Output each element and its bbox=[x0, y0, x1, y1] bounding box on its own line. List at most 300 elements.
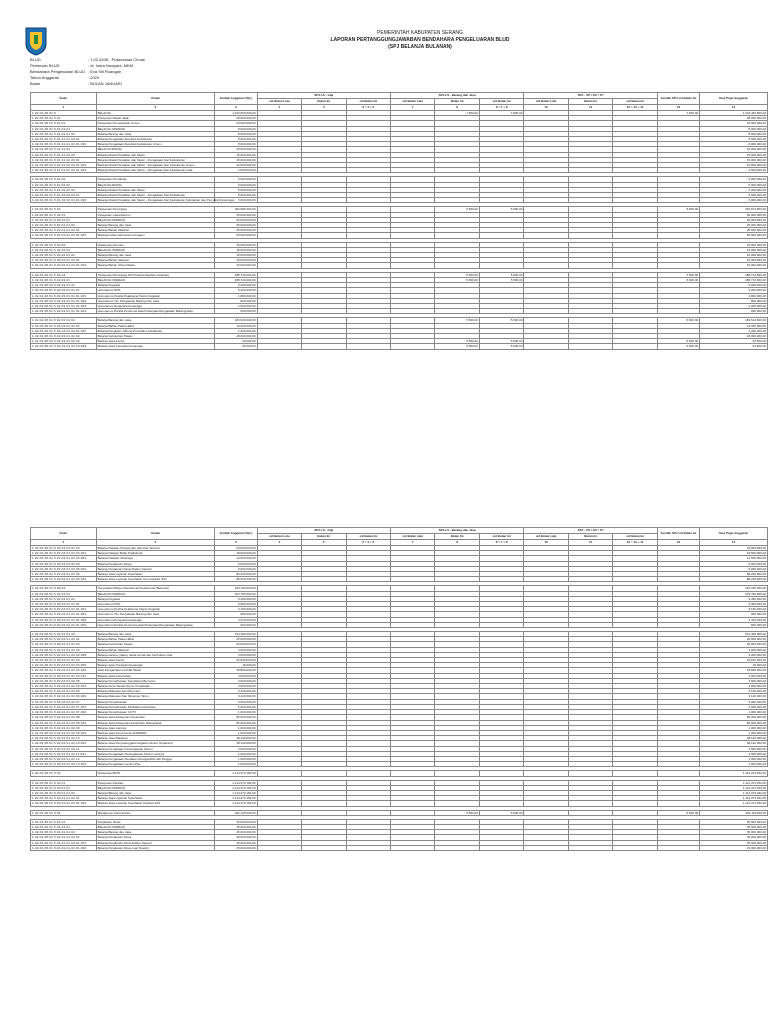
cell-kode: 1.02.02.08.01.5.01.01.02 bbox=[31, 147, 97, 152]
cell-sisa: 5.000.000,00 bbox=[700, 561, 768, 566]
cell-anggaran: 3.120.000,00 bbox=[215, 689, 257, 694]
cell-uraian: Belanja Perjalanan Dinas bbox=[96, 835, 215, 840]
cell-uraian: Belanja bahan laboratorium/reagen bbox=[96, 233, 215, 238]
col-number: 1 bbox=[31, 540, 97, 546]
cell-uraian: Belanja Bahan Pakai Habis bbox=[96, 637, 215, 642]
cell-kode: 1.02.02.08.01.5.01.01.01.02.01.001 bbox=[31, 142, 97, 147]
cell-anggaran: 600.000,00 bbox=[215, 309, 257, 314]
cell-uraian: Belanja Barang dan Jasa bbox=[96, 632, 215, 637]
cell-anggaran: 1.000.000,00 bbox=[215, 710, 257, 715]
cell-sisa: 5.200.000,00 bbox=[700, 283, 768, 288]
col-number: 6 = 4 + 5 bbox=[346, 105, 390, 111]
cell-anggaran: 8.000.000,00 bbox=[215, 142, 257, 147]
cell-sisa: 1.114.373.182,00 bbox=[700, 790, 768, 795]
cell-sisa: 25.000.000,00 bbox=[700, 233, 768, 238]
cell-uraian: BELANJA MODAL bbox=[96, 147, 215, 152]
cell-sisa: 45.000.000,00 bbox=[700, 824, 768, 829]
cell-uraian: Honorarium Panitia Pelaksana Teknis Kegiatan bbox=[96, 293, 215, 298]
cell-uraian: Belanja Jasa Layanan Kesehatan Non Kapitasi JKN bbox=[96, 577, 215, 582]
cell-anggaran: 18.500.000,00 bbox=[215, 551, 257, 556]
cell-kode: 1.02.02.08.01.5.02.03.01.01.01.001 bbox=[31, 293, 97, 298]
cell-kode: 1.02.02.08.01.5.01.02.02.03.01 bbox=[31, 193, 97, 198]
cell-anggaran: 2.500.000,00 bbox=[215, 168, 257, 173]
cell-sisa: 214.400.000,00 bbox=[700, 632, 768, 637]
cell-up-lalu bbox=[524, 845, 568, 850]
cell-kode: 1.02.02.08.01.5.02.04.01.01 bbox=[31, 596, 97, 601]
info-key: BLUD bbox=[30, 57, 41, 62]
cell-sisa: 1.114.373.182,00 bbox=[700, 796, 768, 801]
cell-uraian: BELANJA OPERASI bbox=[96, 591, 215, 596]
cell-anggaran: 2.000.000,00 bbox=[215, 303, 257, 308]
cell-sisa: 45.000.000,00 bbox=[700, 830, 768, 835]
cell-kode: 1.02.02.08.01.5.02.01.01 bbox=[31, 217, 97, 222]
cell-anggaran: 5.000.000,00 bbox=[215, 187, 257, 192]
cell-anggaran: 1.114.373.182,00 bbox=[215, 801, 257, 806]
cell-uraian: BELANJA OPERASI bbox=[96, 824, 215, 829]
cell-anggaran: 23.000.000,00 bbox=[215, 121, 257, 126]
report-info bbox=[30, 57, 248, 87]
col-ls-barang: SPJ-LS - Barang dan Jasa bbox=[390, 528, 523, 534]
cell-sisa: 600.000,00 bbox=[700, 309, 768, 314]
cell-sisa: 15.000.000,00 bbox=[700, 152, 768, 157]
cell-uraian: Belanja Jasa Penyusunan RAB/DED bbox=[96, 730, 215, 735]
cell-uraian: BELANJA bbox=[96, 111, 215, 116]
cell-anggaran: 5.000.000,00 bbox=[215, 182, 257, 187]
cell-barang-sd: 5.500,00 bbox=[479, 344, 523, 349]
col-uraian: Uraian bbox=[96, 93, 215, 105]
cell-kode: 1.02.02.08.01.5.03.01.01 bbox=[31, 785, 97, 790]
cell-uraian: Belanja Modal Peralatan dan Mesin - Pengadaan Alat Kedokteran Umum bbox=[96, 163, 215, 168]
cell-sisa: 82.000.000,00 bbox=[700, 715, 768, 720]
cell-sisa: 1.103.492.500,00 bbox=[700, 111, 768, 116]
cell-uraian: Pelayanan Laboratorium bbox=[96, 212, 215, 217]
cell-anggaran: 45.000.000,00 bbox=[215, 835, 257, 840]
cell-kode: 1.02.02.08.01.5.02.04.01.02.03.009 bbox=[31, 652, 97, 657]
cell-sisa: 25.000.000,00 bbox=[700, 223, 768, 228]
cell-uraian: Belanja Barang dan Jasa bbox=[96, 790, 215, 795]
sub-ini: Bulan Ini bbox=[568, 534, 612, 540]
col-number: 8 bbox=[435, 540, 479, 546]
cell-uraian: Belanja Pemeliharaan Kendaraan Bermotor bbox=[96, 678, 215, 683]
cell-kode: 1.02.02.08.01.5.04.01.01.02.01.002 bbox=[31, 845, 97, 850]
cell-kode: 1.02.02.08.01.5.02.03.01.02 bbox=[31, 318, 97, 323]
cell-kode: 1.02.02.08.01.5.02.04.01.01.01.001 bbox=[31, 607, 97, 612]
cell-barang-ini: 5.500,00 bbox=[435, 344, 479, 349]
cell-kode: 1.02.02.08.01.5.01.01.01.02.01 bbox=[31, 137, 97, 142]
cell-kode: 1.02.02.08.01.5.02.04.01.02.11 bbox=[31, 746, 97, 751]
cell-up-sd bbox=[613, 845, 658, 850]
cell-anggaran: 18.000.000,00 bbox=[215, 333, 257, 338]
sub-lalu: s/d Bulan Lalu bbox=[390, 534, 434, 540]
cell-uraian: BELANJA OPERASI bbox=[96, 785, 215, 790]
cell-anggaran: 9.360.000,00 bbox=[215, 602, 257, 607]
cell-anggaran: 3.000.000,00 bbox=[215, 652, 257, 657]
cell-sisa: 2.230.000,00 bbox=[700, 328, 768, 333]
cell-kode: 1.02.02.08.01.5.02.04.01.01.01 bbox=[31, 602, 97, 607]
info-value: : Eva Siti Ruangah bbox=[88, 69, 122, 74]
cell-sisa: 3.600.000,00 bbox=[700, 684, 768, 689]
cell-kode: 1.02.02.08.01.5.02.04.01.02.02 bbox=[31, 642, 97, 647]
cell-kode: 1.02.02.08.01.5.01.01.02.03.01 bbox=[31, 157, 97, 162]
cell-uraian: Belanja Pengadaan Lampu Pias bbox=[96, 762, 215, 767]
cell-sisa: 25.000.000,00 bbox=[700, 212, 768, 217]
cell-kode: 1.02.02.08.01.5.02.03.01.02.01.007 bbox=[31, 328, 97, 333]
cell-anggaran: 5.000.000,00 bbox=[215, 566, 257, 571]
cell-sisa: 5.000.000,00 bbox=[700, 193, 768, 198]
cell-uraian: Pelayanan Rawat Jalan bbox=[96, 116, 215, 121]
sub-ini: Bulan Ini bbox=[435, 534, 479, 540]
cell-uraian: BELANJA OPERASI bbox=[96, 247, 215, 252]
cell-kode: 1.02.02.08.01.5.02.02.01 bbox=[31, 247, 97, 252]
cell-barang-lalu bbox=[390, 344, 434, 349]
col-number: 9 = 7 + 8 bbox=[479, 540, 523, 546]
cell-kode: 1.02.02.08.01.5.03.01.01.02.01 bbox=[31, 796, 97, 801]
sub-sd-ini: s/d Bulan Ini bbox=[479, 99, 523, 105]
cell-kode: 1.02.02.08.01.5.02.03.01.01.01 bbox=[31, 288, 97, 293]
cell-anggaran: 1.114.373.182,00 bbox=[215, 771, 257, 776]
cell-sisa: 12.500.000,00 bbox=[700, 163, 768, 168]
cell-anggaran: 1.114.373.182,00 bbox=[215, 796, 257, 801]
cell-kode: 1.02.02.08.01.5.02.04.01.02.07.001 bbox=[31, 704, 97, 709]
cell-kode: 1.02.02.08.01.5.01.01.02.03.01.002 bbox=[31, 168, 97, 173]
cell-uraian: Belanja Barang dan Jasa bbox=[96, 830, 215, 835]
cell-kode: 1.02.02.08.01.5.03.01.01.02 bbox=[31, 790, 97, 795]
cell-kode: 1.02.02.08.01.5.04.01.01.02.01 bbox=[31, 835, 97, 840]
cell-up-ini bbox=[568, 344, 612, 349]
cell-uraian: Perjalanan Dinas bbox=[96, 819, 215, 824]
cell-anggaran: 3.600.000,00 bbox=[215, 678, 257, 683]
cell-kode: 1.02.02.08.01.5.02.04.01.02.12 bbox=[31, 756, 97, 761]
cell-kode: 1.02.02.08.01.5.02.03.01.02.04.002 bbox=[31, 556, 97, 561]
cell-sisa: 5.000.000,00 bbox=[700, 198, 768, 203]
cell-anggaran: 25.000.000,00 bbox=[215, 228, 257, 233]
cell-kode: 1.02.02.08.01.5.02.04.01.02.01 bbox=[31, 637, 97, 642]
cell-uraian: Belanja Perjalanan Dinas Dalam Daerah bbox=[96, 566, 215, 571]
col-number: 10 bbox=[524, 105, 568, 111]
cell-sisa: 82.000.000,00 bbox=[700, 720, 768, 725]
sub-sd-ini: s/d Bulan Ini bbox=[479, 534, 523, 540]
cell-kode: 1.02.02.08.01.5.02.04.01.02.03 bbox=[31, 647, 97, 652]
cell-anggaran: 2.230.000,00 bbox=[215, 328, 257, 333]
cell-barang-ini: 5.500,00 bbox=[435, 277, 479, 282]
cell-anggaran: 223.760.000,00 bbox=[215, 591, 257, 596]
cell-sisa: 1.114.373.182,00 bbox=[700, 785, 768, 790]
col-jumlah-spj: Jumlah SPJ s/d Bulan Ini bbox=[657, 528, 699, 540]
report-sheet-1 bbox=[30, 92, 768, 350]
cell-sisa: 183.514.500,00 bbox=[700, 318, 768, 323]
cell-kode: 1.02.02.08.01.5.02.03.01.01.01.003 bbox=[31, 303, 97, 308]
cell-kode: 1.02.02.08.01.5.03 bbox=[31, 771, 97, 776]
col-kode: Kode bbox=[31, 93, 97, 105]
cell-jumlah: 5.500,00 bbox=[657, 344, 699, 349]
cell-sisa: 33.000.000,00 bbox=[700, 546, 768, 551]
col-uraian: Uraian bbox=[96, 528, 215, 540]
cell-gaji-ini bbox=[302, 845, 346, 850]
cell-sisa: 3.000.000,00 bbox=[700, 699, 768, 704]
cell-uraian: Belanja Pakaian Olahraga bbox=[96, 556, 215, 561]
cell-jumlah: 5.500,00 bbox=[657, 339, 699, 344]
cell-anggaran: 28.000.000,00 bbox=[215, 116, 257, 121]
cell-kode: 1.02.02.08.01.5.02.04.01.02.09 bbox=[31, 725, 97, 730]
cell-sisa: 8.000.000,00 bbox=[700, 126, 768, 131]
cell-uraian: Pelayanan Penunjang bbox=[96, 207, 215, 212]
cell-kode: 1.02.02.08.01.5.02.03.01.01 bbox=[31, 283, 97, 288]
cell-uraian: Belanja Barang dan Jasa bbox=[96, 253, 215, 258]
cell-anggaran: 3.150.000,00 bbox=[215, 607, 257, 612]
cell-kode: 1.02.02.08.01.5.04.01.01.02 bbox=[31, 830, 97, 835]
cell-uraian: Honorarium Pengelola Keuangan bbox=[96, 617, 215, 622]
cell-kode: 1.02.02.08.01.5.02.03.01.02.03.009 bbox=[31, 344, 97, 349]
cell-uraian: Belanja Jasa Transaksi Keuangan bbox=[96, 344, 215, 349]
cell-anggaran: 5.200.000,00 bbox=[215, 288, 257, 293]
info-value: : dr. Indra Noviyani, MKM bbox=[88, 63, 133, 68]
cell-barang-sd: 5.500,00 bbox=[479, 339, 523, 344]
cell-uraian: Honorarium Tim Pengadaan Barang Dan Jasa bbox=[96, 612, 215, 617]
cell-sisa: 30.000.000,00 bbox=[700, 840, 768, 845]
cell-sisa: 1.000.000,00 bbox=[700, 710, 768, 715]
info-value: : 2020 bbox=[88, 75, 100, 80]
cell-anggaran: 25.000.000,00 bbox=[215, 637, 257, 642]
sub-lalu: s/d Bulan Lalu bbox=[524, 534, 568, 540]
cell-uraian: BELANJA MODAL bbox=[96, 182, 215, 187]
cell-barang-ini: 5.500,00 bbox=[435, 318, 479, 323]
cell-kode: 1.02.02.08.01.5.02.04.01.02.10 bbox=[31, 736, 97, 741]
cell-anggaran: 322.125.000,00 bbox=[215, 810, 257, 815]
cell-uraian: Belanja Jasa Transaksi Keuangan bbox=[96, 663, 215, 668]
cell-anggaran: 8.000.000,00 bbox=[215, 126, 257, 131]
col-number: 12 = 10 + 11 bbox=[613, 105, 658, 111]
cell-sisa: 54.500,00 bbox=[700, 339, 768, 344]
cell-kode: 1.02.02.08.01.5.02.01.01.02.01 bbox=[31, 228, 97, 233]
cell-sisa: 3.120.000,00 bbox=[700, 689, 768, 694]
cell-uraian: Belanja Bahan Material bbox=[96, 647, 215, 652]
table-row bbox=[31, 845, 768, 850]
cell-sisa: 5.000.000,00 bbox=[700, 566, 768, 571]
cell-uraian: BELANJA OPERASI bbox=[96, 217, 215, 222]
cell-sisa: 14.500.000,00 bbox=[700, 556, 768, 561]
cell-uraian: Belanja sarana, pakan, lantai ternak dan tumbuhan obat bbox=[96, 652, 215, 657]
col-number: 3 bbox=[215, 105, 257, 111]
cell-sisa: 8.000.000,00 bbox=[700, 131, 768, 136]
cell-kode: 1.02.02.08.01.5.02.04.01.02.04.010 bbox=[31, 668, 97, 673]
col-ls-gaji: SPJ-LS - Gaji bbox=[257, 93, 390, 99]
cell-sisa: 1.000.000,00 bbox=[700, 762, 768, 767]
cell-kode: 1.02.02.08.01.5.02.04.01.02.05 bbox=[31, 678, 97, 683]
sub-lalu: s/d Bulan Lalu bbox=[257, 99, 301, 105]
cell-anggaran: 800.000,00 bbox=[215, 298, 257, 303]
cell-anggaran: 9.360.000,00 bbox=[215, 596, 257, 601]
cell-barang-ini: 5.500,00 bbox=[435, 339, 479, 344]
cell-barang-sd: 5.500,00 bbox=[479, 810, 523, 815]
cell-anggaran: 48.140.000,00 bbox=[215, 741, 257, 746]
cell-anggaran: 25.000.000,00 bbox=[215, 233, 257, 238]
cell-jumlah bbox=[657, 845, 699, 850]
cell-kode: 1.02.02.08.01.5.02.03.01.02.05.001 bbox=[31, 566, 97, 571]
cell-sisa: 223.760.000,00 bbox=[700, 586, 768, 591]
cell-sisa: 2.000.000,00 bbox=[700, 704, 768, 709]
cell-up-lalu bbox=[524, 344, 568, 349]
sub-ini: Bulan Ini bbox=[435, 99, 479, 105]
cell-sisa: 800.000,00 bbox=[700, 298, 768, 303]
cell-gaji-lalu bbox=[257, 344, 301, 349]
info-key: Pemimpin BLUD bbox=[30, 63, 60, 68]
cell-anggaran: 223.760.000,00 bbox=[215, 586, 257, 591]
cell-kode: 1.02.02.08.01.5.02.03 bbox=[31, 272, 97, 277]
cell-uraian: Pelayanan Penunjang JKN Puskesmas(Non Kapitasi) bbox=[96, 272, 215, 277]
cell-sisa: 1.000.000,00 bbox=[700, 756, 768, 761]
cell-uraian: Belanja Perjalanan Dinas Luar Daerah bbox=[96, 845, 215, 850]
cell-sisa: 5.000.000,00 bbox=[700, 177, 768, 182]
col-number: 9 = 7 + 8 bbox=[479, 105, 523, 111]
cell-uraian: Belanja Pegawai bbox=[96, 596, 215, 601]
cell-anggaran: 3.120.000,00 bbox=[215, 694, 257, 699]
cell-sisa: 900.000,00 bbox=[700, 612, 768, 617]
col-number: 5 bbox=[302, 540, 346, 546]
cell-uraian: Belanja Bahan Material bbox=[96, 258, 215, 263]
col-number: 11 bbox=[568, 105, 612, 111]
cell-kode: 1.02.02.08.01.5.01.01.01 bbox=[31, 126, 97, 131]
cell-anggaran: 5.000.000,00 bbox=[215, 193, 257, 198]
cell-uraian: Belanja Pengadaan Perlengkapan Kantor bbox=[96, 746, 215, 751]
report-sheet-2 bbox=[30, 527, 768, 851]
cell-anggaran: 15.000.000,00 bbox=[215, 253, 257, 258]
cell-anggaran: 82.000.000,00 bbox=[215, 715, 257, 720]
cell-sisa: 15.000.000,00 bbox=[700, 157, 768, 162]
government-name: PEMERINTAH KABUPATEN SERANG bbox=[377, 30, 463, 36]
cell-uraian: Belanja Modal Peralatan dan Mesin - Pengadaan Alat Kedokteran Kebidanan dan Penyakit Kandungan bbox=[97, 198, 235, 203]
spj-table-2 bbox=[30, 527, 768, 851]
cell-uraian: Belanja Bahan Material bbox=[96, 228, 215, 233]
cell-anggaran: 30.000.000,00 bbox=[215, 840, 257, 845]
cell-sisa: 25.000.000,00 bbox=[700, 637, 768, 642]
cell-anggaran: 15.000.000,00 bbox=[215, 157, 257, 162]
col-number: 7 bbox=[390, 105, 434, 111]
cell-kode: 1.02.02.08.01.5.02.03.01.02.03 bbox=[31, 339, 97, 344]
sub-ini: Bulan Ini bbox=[302, 534, 346, 540]
cell-sisa: 3.120.000,00 bbox=[700, 694, 768, 699]
info-key: Tahun Anggaran bbox=[30, 75, 60, 80]
cell-uraian: Belanja Perjalanan Dinas Dalam Daerah bbox=[96, 840, 215, 845]
cell-anggaran: 22.815.000,00 bbox=[215, 658, 257, 663]
cell-uraian: Belanja Pegawai bbox=[96, 283, 215, 288]
cell-anggaran: 25.000.000,00 bbox=[215, 223, 257, 228]
cell-uraian: Belanja Jasa Kantor bbox=[96, 339, 215, 344]
table-row bbox=[31, 344, 768, 349]
col-sisa-pagu: Sisa Pagu Anggaran bbox=[700, 528, 768, 540]
cell-anggaran: 15.000,00 bbox=[215, 663, 257, 668]
cell-kode: 1.02.02.08.01.5.02.04.01.02.06.001 bbox=[31, 694, 97, 699]
cell-uraian: Pelayanan Persalinan bbox=[96, 177, 215, 182]
cell-sisa: 4.000.000,00 bbox=[700, 673, 768, 678]
cell-anggaran: 4.410.000,00 bbox=[215, 617, 257, 622]
cell-anggaran: 2.000.000,00 bbox=[215, 704, 257, 709]
cell-anggaran: 5.000.000,00 bbox=[215, 177, 257, 182]
cell-anggaran: 60.000,00 bbox=[215, 344, 257, 349]
cell-sisa: 25.000.000,00 bbox=[700, 642, 768, 647]
cell-kode: 1.02.02.08.01.5.02 bbox=[31, 207, 97, 212]
cell-uraian: Belanja Pemeliharaan CCTV bbox=[96, 710, 215, 715]
cell-sisa: 5.000.000,00 bbox=[700, 187, 768, 192]
cell-kode: 1.02.02.08.01.5.02.04.01.02.06 bbox=[31, 689, 97, 694]
cell-barang-sd: 5.500,00 bbox=[479, 318, 523, 323]
cell-uraian: Belanja Barang dan Jasa bbox=[96, 131, 215, 136]
cell-kode: 1.02.02.08.01.5.03.01 bbox=[31, 780, 97, 785]
col-anggaran: Jumlah Anggaran (Rp.) bbox=[215, 528, 257, 540]
cell-anggaran: 1.000.000,00 bbox=[215, 730, 257, 735]
cell-uraian: Belanja Modal Peralatan dan Mesin - Pengadaan Alat Kedokteran bbox=[96, 193, 215, 198]
sub-ini: Bulan Ini bbox=[568, 99, 612, 105]
cell-sisa: 13.230.000,00 bbox=[700, 323, 768, 328]
cell-sisa: 23.000.000,00 bbox=[700, 121, 768, 126]
cell-anggaran: 5.000.000,00 bbox=[215, 198, 257, 203]
cell-uraian: BELANJA OPERASI bbox=[96, 277, 215, 282]
cell-kode: 1.02.02.08.01.5.02.04.01.02.04 bbox=[31, 658, 97, 663]
cell-barang-ini: 5.500,00 bbox=[435, 207, 479, 212]
cell-kode: 1.02.02.08.01.5.02.04.01.01.01.002 bbox=[31, 612, 97, 617]
cell-uraian: Belanja Makanan Dan Minuman Tamu bbox=[96, 694, 215, 699]
cell-jumlah: 5.500,00 bbox=[657, 810, 699, 815]
cell-kode: 1.02.02.08.01.5.02.04.01.02.04.011 bbox=[31, 673, 97, 678]
cell-kode: 1.02.02.08.01.5 bbox=[31, 111, 97, 116]
cell-uraian: Belanja Makanan dan Minuman bbox=[96, 689, 215, 694]
cell-anggaran: 5.000.000,00 bbox=[215, 561, 257, 566]
cell-sisa: 89.229.000,00 bbox=[700, 572, 768, 577]
cell-kode: 1.02.02.08.01.5.03.01.01.02.01.001 bbox=[31, 801, 97, 806]
spj-table-1 bbox=[30, 92, 768, 350]
cell-anggaran: 900.000,00 bbox=[215, 612, 257, 617]
sub-sd-ini: s/d Bulan Ini bbox=[346, 99, 390, 105]
col-up-gu-tu: SPJ - UP / GU / TU bbox=[524, 528, 657, 534]
cell-anggaran: 89.229.000,00 bbox=[215, 572, 257, 577]
cell-sisa: 9.360.000,00 bbox=[700, 602, 768, 607]
cell-uraian: Honorarium Panitia Pelaksana Teknis Kegiatan bbox=[96, 607, 215, 612]
cell-kode: 1.02.02.08.01.5.01.01 bbox=[31, 121, 97, 126]
cell-anggaran: 18.800.000,00 bbox=[215, 668, 257, 673]
cell-barang-ini: 5.500,00 bbox=[435, 272, 479, 277]
cell-kode: 1.02.02.08.01.5.02.02 bbox=[31, 242, 97, 247]
cell-sisa: 1.114.373.182,00 bbox=[700, 780, 768, 785]
cell-kode: 1.02.02.08.01.5.02.02.01.02.01 bbox=[31, 258, 97, 263]
cell-sisa: 18.500.000,00 bbox=[700, 551, 768, 556]
cell-uraian: Belanja Pengisian Tabung Pemadam Kebakaran bbox=[96, 328, 215, 333]
cell-sisa: 15.000.000,00 bbox=[700, 247, 768, 252]
cell-kode: 1.02.02.08.01.5.01.02.02.03.01.003 bbox=[31, 198, 97, 203]
cell-kode: 1.02.02.08.01.5.02.04.01.02.08 bbox=[31, 715, 97, 720]
cell-anggaran: 15.000.000,00 bbox=[215, 242, 257, 247]
cell-kode: 1.02.02.08.01.5.02.04.01.02.12.001 bbox=[31, 762, 97, 767]
cell-uraian: Honorarium PNS bbox=[96, 288, 215, 293]
cell-sisa: 5.200.000,00 bbox=[700, 288, 768, 293]
col-number: 4 bbox=[257, 105, 301, 111]
cell-sisa: 3.000.000,00 bbox=[700, 647, 768, 652]
cell-kode: 1.02.02.08.01.5.01.01.02.03.01.001 bbox=[31, 163, 97, 168]
cell-anggaran: 33.000.000,00 bbox=[215, 546, 257, 551]
cell-uraian: Belanja Pengadaan Alat-Alat Kedokteran Umum bbox=[96, 142, 215, 147]
cell-sisa: 15.000.000,00 bbox=[700, 845, 768, 850]
cell-sisa: 188.714.500,00 bbox=[700, 277, 768, 282]
cell-anggaran: 15.000.000,00 bbox=[215, 258, 257, 263]
cell-uraian: Manajemen Administrasi bbox=[96, 810, 215, 815]
cell-uraian: Belanja Pengadaan Alat-Alat Kedokteran bbox=[96, 137, 215, 142]
cell-anggaran: 15.000.000,00 bbox=[215, 845, 257, 850]
cell-sisa: 1.000.000,00 bbox=[700, 725, 768, 730]
cell-uraian: Belanja Jasa Pelayanan Kesehatan bbox=[96, 715, 215, 720]
cell-barang-lalu bbox=[390, 845, 434, 850]
cell-sisa: 1.114.373.182,00 bbox=[700, 801, 768, 806]
cell-sisa: 48.140.000,00 bbox=[700, 736, 768, 741]
cell-sisa: 25.000.000,00 bbox=[700, 217, 768, 222]
col-number: 5 bbox=[302, 105, 346, 111]
